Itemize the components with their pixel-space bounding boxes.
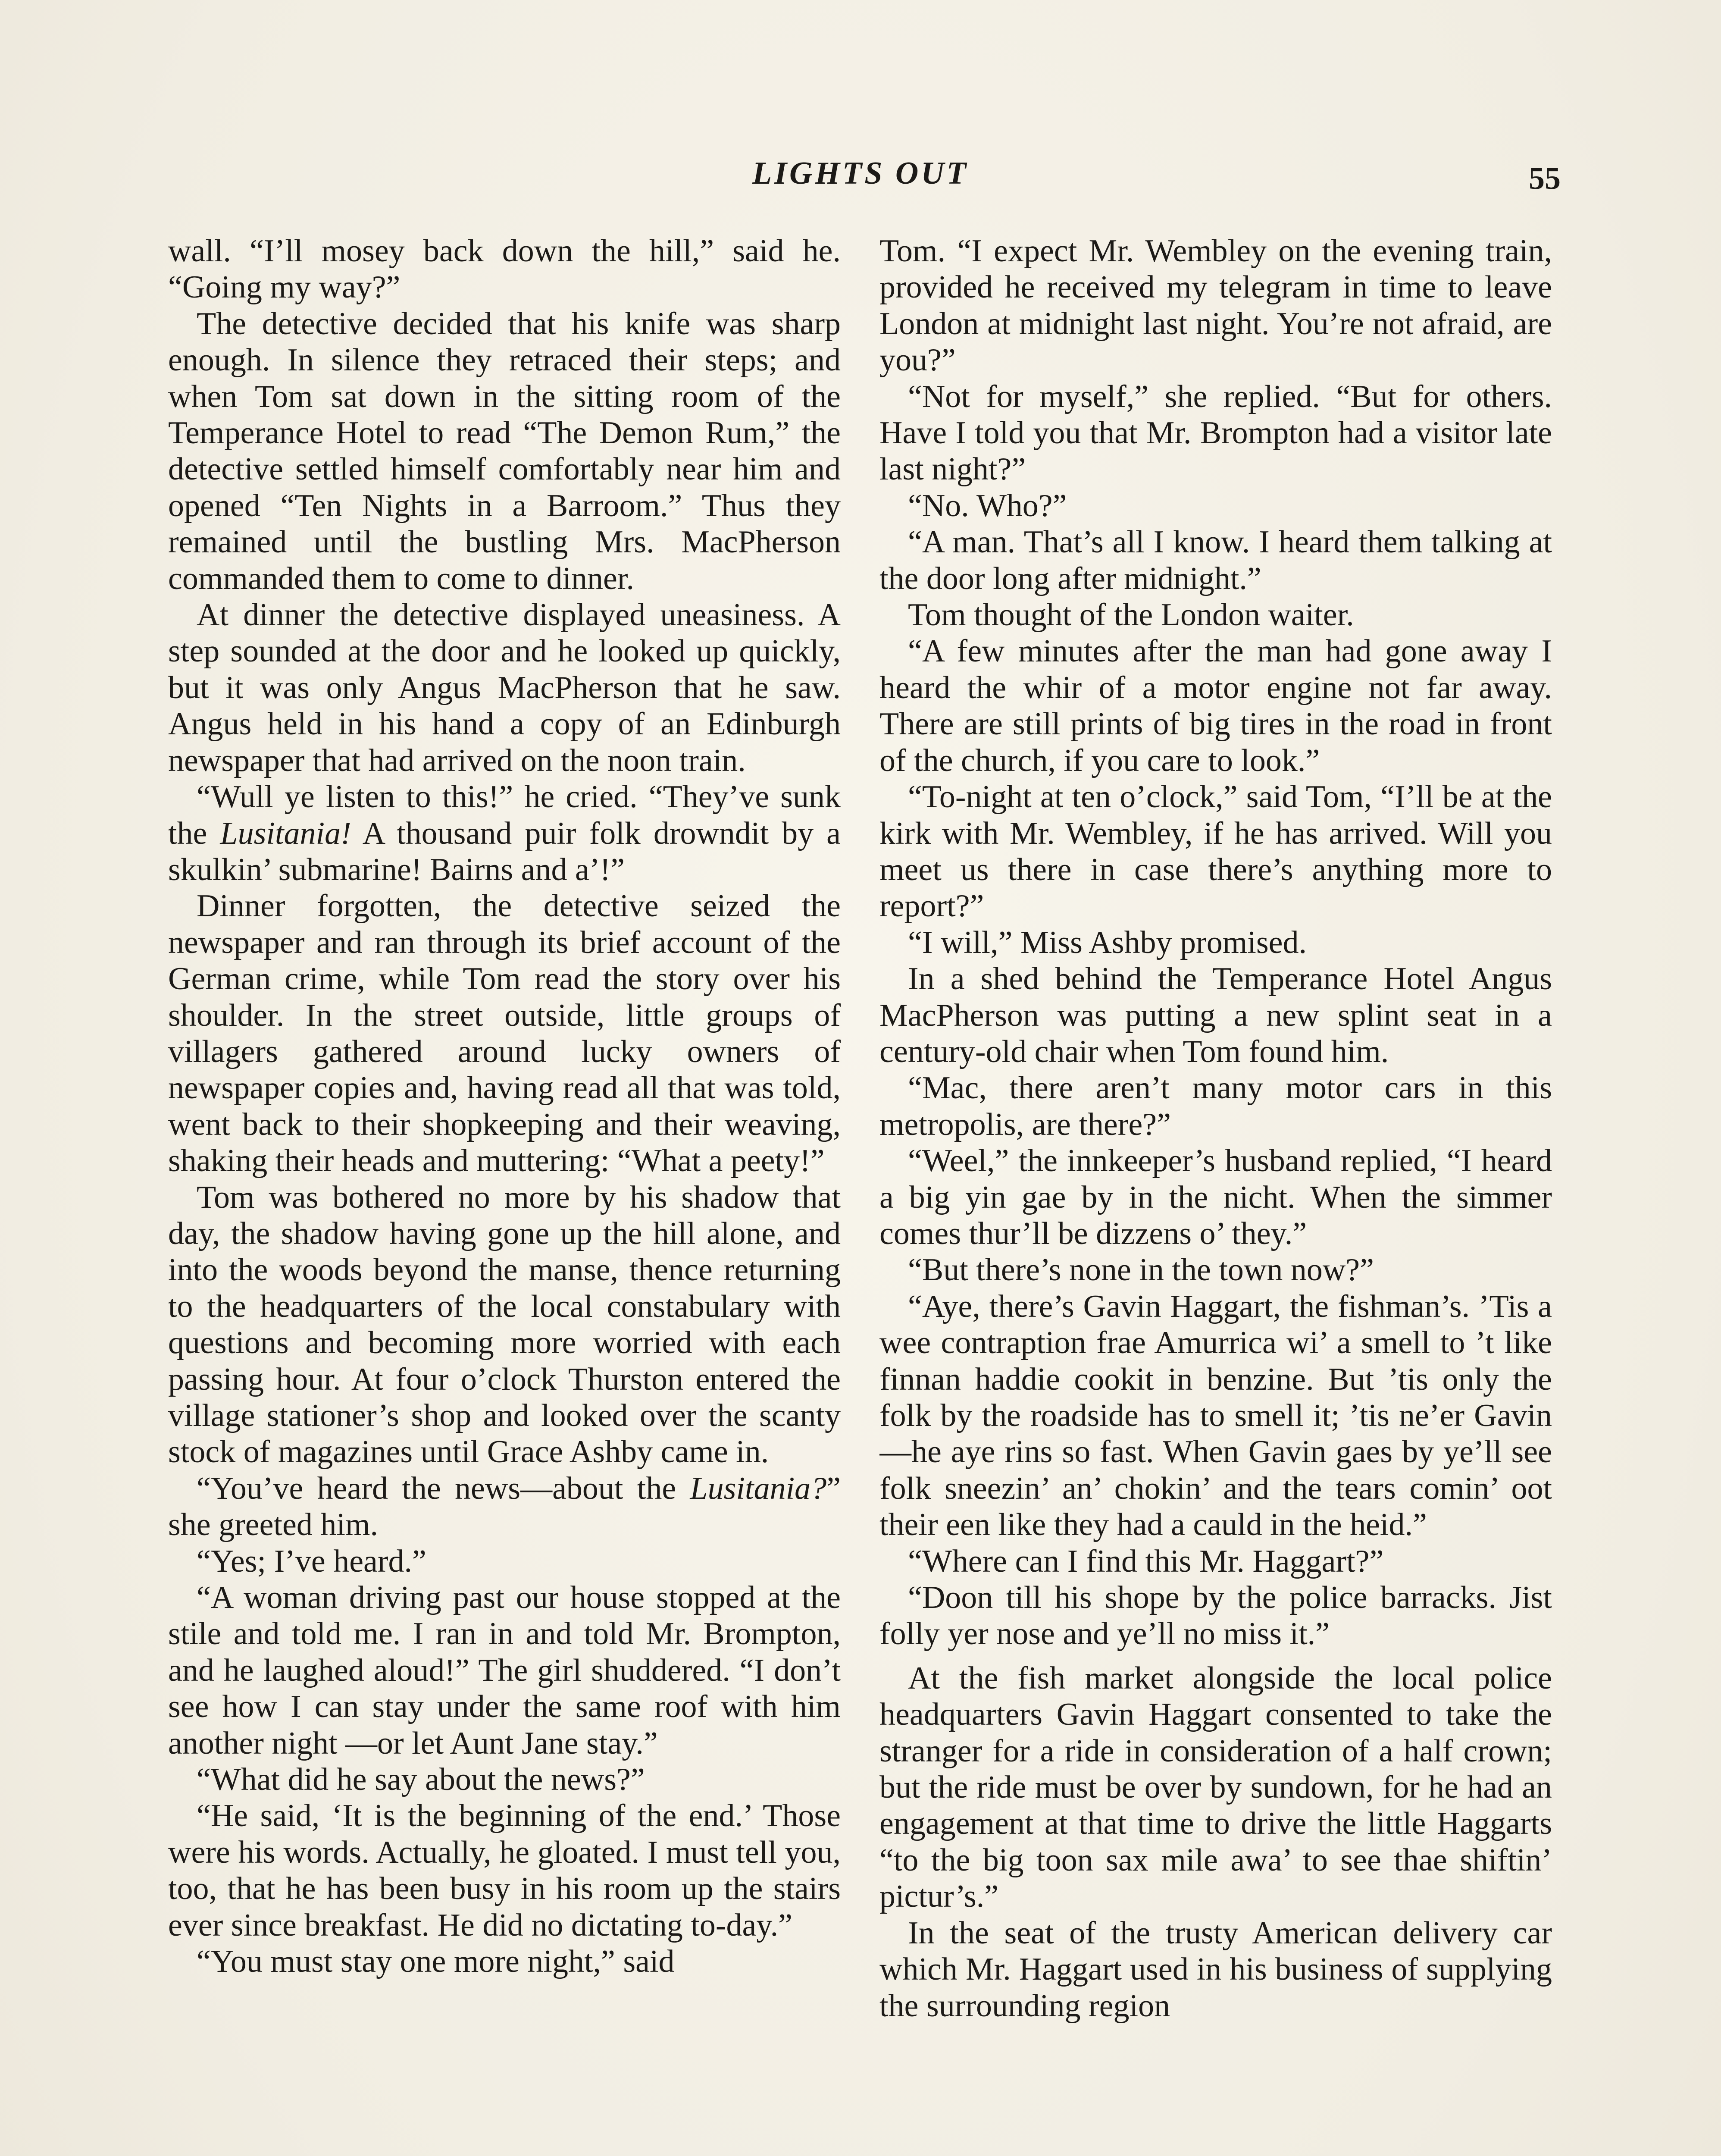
text-run: In a shed behind the Temperance Hotel Angus MacPherson was putting a new splint seat in a century-old chair when Tom found him. xyxy=(879,961,1552,1069)
paragraph xyxy=(168,888,841,1179)
paragraph xyxy=(168,597,841,779)
text-run: “Weel,” the innkeeper’s husband replied, “I heard a big yin gae by in the nicht. When the simmer comes thur’ll be dizzens o’ they.” xyxy=(879,1143,1552,1251)
paragraph xyxy=(879,1070,1552,1143)
text-run: “Doon till his shope by the police barracks. Jist folly yer nose and ye’ll no miss it.” xyxy=(879,1580,1552,1652)
text-run: “Mac, there aren’t many motor cars in this metropolis, are there?” xyxy=(879,1070,1552,1142)
paragraph xyxy=(879,1915,1552,2024)
paragraph xyxy=(168,306,841,597)
paragraph xyxy=(168,1798,841,1943)
text-run: In the seat of the trusty American delivery car which Mr. Haggart used in his business of supplying the surrounding region xyxy=(879,1915,1552,2024)
page-number: 55 xyxy=(1529,161,1561,196)
text-run: “Yes; I’ve heard.” xyxy=(197,1543,426,1579)
paragraph xyxy=(168,1179,841,1470)
text-run: “A man. That’s all I know. I heard them talking at the door long after midnight.” xyxy=(879,524,1552,596)
paragraph xyxy=(879,524,1552,597)
running-title: LIGHTS OUT xyxy=(752,156,969,191)
text-run: The detective decided that his knife was sharp enough. In silence they retraced their steps; and when Tom sat down in the sitting room of the Temperance Hotel to read “The Demon Rum,” the detective settled himself comfortably near him and opened “Ten Nights in a Barroom.” Thus they remained until the bustling Mrs. MacPherson commanded them to come to dinner. xyxy=(168,306,841,596)
text-run: “But there’s none in the town now?” xyxy=(908,1252,1374,1288)
text-run: “A few minutes after the man had gone away I heard the whir of a motor engine not far away. There are still prints of big tires in the road in front of the church, if you care to look.” xyxy=(879,633,1552,778)
text-run: “He said, ‘It is the beginning of the end.’ Those were his words. Actually, he gloated. I must tell you, too, that he has been busy in his room up the stairs ever since breakfast. He did no dictating to-day.” xyxy=(168,1798,841,1943)
paragraph xyxy=(879,961,1552,1070)
text-run: A thousand puir folk drowndit by a skulkin’ submarine! Bairns and a’!” xyxy=(168,815,841,887)
text-run: ” she greeted him. xyxy=(168,1470,841,1543)
text-run: “Wull ye listen to this!” he cried. “They’ve sunk the xyxy=(168,779,841,851)
text-run: Tom. “I expect Mr. Wembley on the evening train, provided he received my telegram in time to leave London at midnight last night. You’re not afraid, are you?” xyxy=(879,233,1552,378)
right-text-column xyxy=(879,233,1552,2156)
paragraph xyxy=(879,1660,1552,1915)
text-run: “Not for myself,” she replied. “But for others. Have I told you that Mr. Brompton had a visitor late last night?” xyxy=(879,379,1552,487)
text-run: “No. Who?” xyxy=(908,488,1067,523)
text-run: “What did he say about the news?” xyxy=(197,1762,645,1798)
text-run: At dinner the detective displayed uneasiness. A step sounded at the door and he looked up quickly, but it was only Angus MacPherson that he saw. Angus held in his hand a copy of an Edinburgh newspaper that had arrived on the noon train. xyxy=(168,597,841,778)
text-run: wall. “I’ll mosey back down the hill,” said he. “Going my way?” xyxy=(168,233,841,305)
paragraph xyxy=(879,633,1552,779)
paragraph xyxy=(879,597,1552,633)
text-run: “To-night at ten o’clock,” said Tom, “I’ll be at the kirk with Mr. Wembley, if he has arrived. Will you meet us there in case there’s anything more to report?” xyxy=(879,779,1552,924)
text-run: “A woman driving past our house stopped at the stile and told me. I ran in and told Mr. Brompton, and he laughed aloud!” The girl shuddered. “I don’t see how I can stay under the same roof with him another night —or let Aunt Jane stay.” xyxy=(168,1580,841,1761)
paragraph xyxy=(879,379,1552,488)
text-run: “I will,” Miss Ashby promised. xyxy=(908,924,1307,960)
paragraph xyxy=(879,1143,1552,1252)
paragraph xyxy=(168,233,841,306)
paragraph xyxy=(879,779,1552,924)
paragraph xyxy=(879,233,1552,379)
text-run: At the fish market alongside the local police headquarters Gavin Haggart consented to take the stranger for a ride in consideration of a half crown; but the ride must be over by sundown, for he had an engagement at that time to drive the little Haggarts “to the big toon sax mile awa’ to see thae shiftin’ pictur’s.” xyxy=(879,1660,1552,1915)
paragraph xyxy=(879,1252,1552,1288)
left-text-column xyxy=(168,233,841,2156)
paragraph xyxy=(879,924,1552,961)
paragraph xyxy=(168,1470,841,1543)
paragraph xyxy=(879,1543,1552,1579)
paragraph xyxy=(168,1543,841,1579)
text-run: Dinner forgotten, the detective seized the newspaper and ran through its brief account of the German crime, while Tom read the story over his shoulder. In the street outside, little groups of villagers gathered around lucky owners of newspaper copies and, having read all that was told, went back to their shopkeeping and their weaving, shaking their heads and muttering: “What a peety!” xyxy=(168,888,841,1179)
text-run: Tom thought of the London waiter. xyxy=(908,597,1354,633)
ship-name: Lusitania? xyxy=(690,1470,827,1506)
paragraph xyxy=(168,1579,841,1761)
text-run: “You must stay one more night,” said xyxy=(197,1944,675,1980)
text-run: Tom was bothered no more by his shadow that day, the shadow having gone up the hill alone, and into the woods beyond the manse, thence returning to the headquarters of the local constabulary with questions and becoming more worried with each passing hour. At four o’clock Thurston entered the village stationer’s shop and looked over the scanty stock of magazines until Grace Ashby came in. xyxy=(168,1179,841,1470)
text-run: “Aye, there’s Gavin Haggart, the fishman’s. ’Tis a wee contraption frae Amurrica wi’ a smell to ’t like finnan haddie cookit in benzine. But ’tis only the folk by the roadside has to smell it; ’tis ne’er Gavin —he aye rins so fast. When Gavin gaes by ye’ll see folk sneezin’ an’ chokin’ and the tears comin’ oot their een like they had a cauld in the heid.” xyxy=(879,1288,1552,1543)
paragraph xyxy=(879,1579,1552,1652)
paragraph xyxy=(168,779,841,888)
paragraph xyxy=(168,1943,841,1980)
paragraph xyxy=(879,1288,1552,1543)
paragraph xyxy=(168,1761,841,1798)
paragraph xyxy=(879,488,1552,524)
text-run: “Where can I find this Mr. Haggart?” xyxy=(908,1543,1384,1579)
text-run: “You’ve heard the news—about the xyxy=(197,1470,690,1506)
ship-name: Lusitania! xyxy=(220,815,351,851)
